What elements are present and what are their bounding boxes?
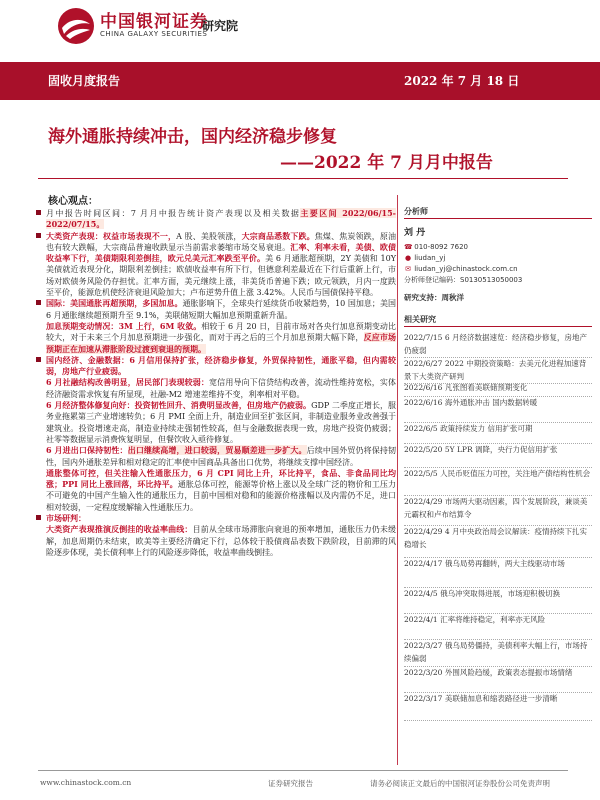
- period-text: 月中报告时间区间：7 月月中报告统计资产表现以及相关数据: [46, 209, 301, 218]
- logo-text-cn: 中国银河证券: [100, 12, 208, 32]
- bullet-icon: [36, 515, 41, 520]
- curve-heading: 大类资产表现推演反倒挂的收益率曲线：: [46, 524, 193, 535]
- assets-text-e: 美 6 月通胀超预期，2Y 美债和 10Y 美债就近表现分化，期限利差倒挂；欧债收益率有所下行，但德意利差最近在下行后重新上行，市场对欧债务风险仍存担忧。汇率方面，美元继续上涨，非美货币普遍下跌；欧元领跌，月内一度跌至平价，能源危机使经济衰退风险加大；卢布逆势升值上涨 3.42%。人民币与国债保持平稳。: [46, 254, 397, 298]
- related-item[interactable]: 2022/4/1 汇率将维持稳定，利率亦无风险: [404, 615, 546, 624]
- summary-paragraph-economy: [36, 400, 396, 445]
- cert-row: [404, 275, 594, 286]
- period-highlight: 主要区间 2022/06/15-2022/07/15。: [46, 208, 396, 230]
- hike-text: 相较于 6 月 20 日，目前市场对各央行加息预期变动比较大，对于未来三个月加息预期进一步强化，而对于再之后的三个月加息预期大幅下降，: [46, 321, 396, 343]
- related-item[interactable]: 2022/5/20 5Y LPR 调降，央行力促信用扩张: [404, 445, 558, 454]
- bullet-icon: [36, 210, 41, 215]
- summary-paragraph-international: [36, 298, 396, 321]
- related-item[interactable]: 2022/3/17 美联储加息和缩表路径进一步清晰: [404, 694, 558, 703]
- summary-paragraph-inflation: [36, 468, 396, 513]
- logo-text-en: CHINA GALAXY SECURITIES: [100, 30, 208, 38]
- credit-text: 宽信用导向下信贷结构改善，流动性维持宽松，实体经济融资需求恢复有所显现，社融-M2 增速差维持不变，利率相对平稳。: [46, 378, 396, 399]
- institute-label: 研究院: [202, 19, 239, 33]
- related-divider: [404, 326, 592, 327]
- related-item[interactable]: 2022/3/20 外围风险趋缓，政策表态提振市场情绪: [404, 668, 573, 677]
- email-short: liudan_yj: [414, 254, 446, 262]
- related-item[interactable]: 2022/6/5 政策持续发力 信用扩张可期: [404, 424, 533, 433]
- summary-paragraph-rate-hikes: [36, 321, 396, 355]
- mail-icon: ✉: [405, 265, 411, 273]
- footer-divider: [38, 770, 568, 771]
- related-item[interactable]: 2022/4/29 市场两大驱动因素，四个发展阶段，兼谈美元霸权和卢布结算令: [404, 497, 588, 519]
- intl-heading: 国际：美国通胀再超预期，多国加息。: [46, 298, 183, 309]
- research-support: 研究支持：周秋洋: [404, 293, 464, 302]
- summary-column: [36, 208, 396, 558]
- core-views-label: 核心观点：: [48, 196, 98, 207]
- related-item-separator: [404, 720, 592, 721]
- bullet-icon: [36, 300, 41, 305]
- column-divider: [397, 195, 398, 765]
- intl-text-a: 通胀影响下，全球央行延续货币收紧趋势，10 国加息；美国 6 月通胀继续超预期升至 9.1%，美联储短期大幅加息预期重新升温。: [46, 299, 396, 320]
- analyst-heading: 分析师: [404, 207, 428, 216]
- related-item[interactable]: 2022/6/16 海外通胀冲击 国内数据转暖: [404, 398, 538, 407]
- summary-paragraph-curve: [36, 524, 396, 558]
- analyst-contact: [404, 242, 594, 286]
- trade-highlight: 出口继续高增，进口较弱，贸易顺差进一步扩大。: [127, 445, 307, 456]
- title-divider: [38, 178, 568, 179]
- bullet-icon: [36, 233, 41, 238]
- report-subtitle: ——2022 年 7 月月中报告: [280, 153, 493, 173]
- curve-text: 目前从全球市场滞胀向衰退的预率增加，通胀压力仍未缓解，加息周期仍未结束，欧美等主要经济确定下行，总体较于股债商品表数下跌阶段，目前滞的风险逐步体现，美长债利率上行的风险逐步降低，收益率曲线倒挂。: [46, 525, 397, 557]
- assets-text-b: 大宗商品悉数下跌。: [241, 230, 315, 241]
- inflation-text: 通胀总体可控，能源等价格上涨以及全球广泛的物价和工压力不可避免的中国产生输入性的通胀压力，目前中国相对稳和的能源价格涨幅以及内需仍不足，进口相对较弱，一定程度缓解输入性通胀压力。: [46, 480, 396, 512]
- market-heading: 市场研判：: [46, 513, 86, 524]
- related-item[interactable]: 2022/4/17 俄乌局势再翻转，两大主线驱动市场: [404, 559, 565, 568]
- economy-heading: 6 月经济整体修复向好：投资韧性回升、消费明显改善，但房地产仍疲弱。: [46, 400, 312, 411]
- summary-paragraph-period: [36, 208, 396, 231]
- inflation-heading: 通胀整体可控，但关注输入性通胀压力，6 月 CPI 同比上升，环比持平，食品、非食品同比均涨；PPI 同比上涨回落，环比持平。: [46, 467, 396, 490]
- related-item[interactable]: 2022/5/5 人民币贬值压力可控，关注地产债结构性机会: [404, 469, 591, 478]
- summary-paragraph-credit: [36, 377, 396, 400]
- phone-number: 010-8092 7620: [414, 243, 468, 251]
- report-title: 海外通胀持续冲击，国内经济稳步修复: [48, 127, 337, 147]
- summary-paragraph-market: [36, 513, 396, 524]
- email-link[interactable]: liudan_yj@chinastock.com.cn: [414, 265, 518, 273]
- assets-heading: 大类资产表现：权益市场表现不一，: [46, 230, 177, 241]
- assets-text-a: A 股、美股领涨，: [176, 231, 242, 241]
- trade-heading: 6 月进出口保持韧性：: [46, 445, 128, 456]
- galaxy-logo-icon: [56, 6, 96, 46]
- footer-url[interactable]: www.chinastock.com.cn: [40, 778, 132, 787]
- related-item[interactable]: 2022/6/16 凡张图看美联储预期变化: [404, 383, 528, 392]
- trade-text: 后续中国外贸仍将保持韧性，国内外通胀差异和相对稳定的汇率使中国商品具备出口优势，将继续支撑中国经济。: [46, 446, 396, 467]
- summary-paragraph-trade: [36, 445, 396, 468]
- footer-disclaimer: 请务必阅读正文最后的中国银河证券股份公司免责声明: [370, 779, 550, 788]
- email-short-row: [404, 253, 594, 264]
- email-row: [404, 264, 594, 275]
- report-type: 固收月度报告: [48, 74, 121, 88]
- related-item[interactable]: 2022/3/27 俄乌局势僵持，美债利率大幅上行，市场持续偏弱: [404, 641, 588, 663]
- analyst-divider: [404, 218, 592, 219]
- domestic-heading: 国内经济、金融数据：6 月信用保持扩张，经济稳步修复，外贸保持韧性，通胀平稳，但内需较弱，房地产行业疲弱。: [46, 354, 396, 377]
- user-icon: ●: [404, 254, 412, 262]
- phone-icon: ☎: [404, 243, 413, 251]
- summary-paragraph-domestic: [36, 355, 396, 378]
- related-item[interactable]: 2022/4/29 4 月中央政治局会议解读：疫情持续下扎实稳增长: [404, 527, 587, 549]
- related-item[interactable]: 2022/4/5 俄乌冲突取得进展，市场迎积极切换: [404, 589, 561, 598]
- assets-text-d: 汇率、利率未看，美债、欧债收益率下行，美债期限利差倒挂，欧元兑美元汇率跌至平价。: [46, 241, 397, 264]
- phone-row: [404, 242, 594, 253]
- footer-doc-type: 证券研究报告: [268, 779, 313, 788]
- report-date: 2022 年 7 月 18 日: [404, 74, 520, 88]
- related-item[interactable]: 2022/6/27 2022 中期投资策略：去美元化进程加速背景下大类资产研判: [404, 359, 587, 381]
- summary-paragraph-assets: [36, 231, 396, 299]
- related-heading: 相关研究: [404, 315, 436, 324]
- assets-text-c: 焦煤、焦炭领跌，原油也有较大跌幅，大宗商品普遍收跌显示当前需求萎缩市场交易衰退。: [46, 231, 397, 252]
- cert-number: 分析师登记编码：S0130513050003: [404, 276, 523, 284]
- economy-text: GDP 二季度正增长，服务业拖累第三产业增速转负；6 月 PMI 全面上升，制造业回至扩张区间，非制造业服务业改善强于建筑业。投资增速走高，制造业持续走强韧性较高，但与金融数据表现一致，房地产投资仍疲弱；社零等数据显示消费恢复明显，但餐饮收入亟待修复。: [46, 401, 396, 444]
- analyst-name: 刘 丹: [404, 228, 426, 238]
- report-banner: [0, 62, 600, 100]
- hike-highlight: 反应市场预期正在加速从滞胀阶段过渡到衰退的预期。: [46, 332, 397, 354]
- credit-heading: 6 月社融结构改善明显，居民部门表现较弱：: [46, 377, 210, 388]
- bullet-icon: [36, 357, 41, 362]
- hike-heading: 加息预期变动情况：3M 上行，6M 收敛。: [46, 320, 202, 331]
- related-item[interactable]: 2022/7/15 6 月经济数据速览：经济稳步修复，房地产仍疲弱: [404, 333, 587, 355]
